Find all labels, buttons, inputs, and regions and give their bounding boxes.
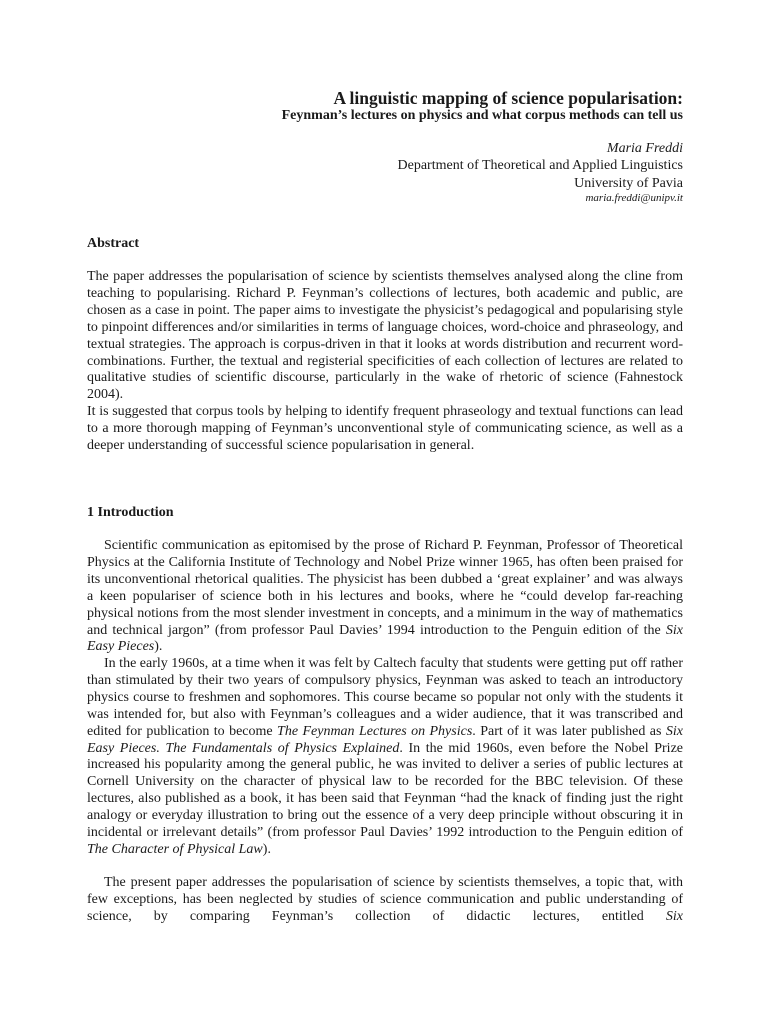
section-heading-introduction: 1 Introduction xyxy=(87,505,174,520)
text-run: The present paper addresses the popularisation of science by scientists themselves, a topic that, with few exceptions, has been neglected by studies of science communication and public understanding of science, by comparing Feynman’s collection of didactic lectures, entitled xyxy=(87,875,683,924)
author-name: Maria Freddi xyxy=(606,141,683,156)
intro-paragraph-1 xyxy=(87,538,683,656)
text-run: In the early 1960s, at a time when it was felt by Caltech faculty that students were getting put off rather than stimulated by their two years of compulsory physics, Feynman was asked to teach an introductory physics course to freshmen and sophomores. This course became so popular not only with the students it was intended for, but also with Feynman’s colleagues and a wider audience, that it was transcribed and edited for publication to become xyxy=(87,656,683,739)
book-title: The Feynman Lectures on Physics xyxy=(277,723,473,739)
intro-paragraph-3 xyxy=(87,875,683,926)
text-run: ). xyxy=(262,841,271,857)
author-email[interactable]: maria.freddi@unipv.it xyxy=(585,192,683,204)
text-run: . In the mid 1960s, even before the Nobel Prize increased his popularity among the general public, he was invited to deliver a series of public lectures at Cornell University on the character of physical law to be recorded for the BBC television. Of these lectures, also published as a book, it has been said that Feynman “had the knack of finding just the right analogy or everyday illustration to bring out the essence of a very deep principle without obscuring it in incidental or irrelevant details” (from professor Paul Davies’ 1992 introduction to the Penguin edition of xyxy=(87,740,683,841)
text-run: Scientific communication as epitomised by the prose of Richard P. Feynman, Professor of Theoretical Physics at the California Institute of Technology and Nobel Prize winner 1965, has often been praised for its unconventional rhetorical qualities. The physicist has been dubbed a ‘great explainer’ and was always a keen populariser of science both in his lectures and books, where he “could develop far-reaching physical notions from the most slender investment in concepts, and a minimum in the way of mathematics and technical jargon” (from professor Paul Davies’ 1994 introduction to the Penguin edition of the xyxy=(87,538,683,638)
abstract-paragraph-1 xyxy=(87,269,683,404)
abstract-text-1: The paper addresses the popularisation of science by scientists themselves analysed along the cline from teaching to popularising. Richard P. Feynman’s collections of lectures, both academic and public, are chosen as a case in point. The paper aims to investigate the physicist’s pedagogical and popularising style to pinpoint differences and/or similarities in terms of language choices, word-choice and phraseology, and textual strategies. The approach is corpus-driven in that it looks at words distribution and recurrent word-combinations. Further, the textual and registerial specificities of each collection of lectures are related to qualitative studies of scientific discourse, particularly in the wake of rhetoric of science (Fahnestock 2004). xyxy=(87,269,683,403)
book-title: The Character of Physical Law xyxy=(87,841,263,857)
book-title: Six Easy Pieces xyxy=(87,622,683,655)
paper-title: A linguistic mapping of science popularisation: xyxy=(333,88,683,108)
text-run: . Part of it was later published as xyxy=(472,723,666,739)
abstract-heading: Abstract xyxy=(87,236,140,251)
book-title: Six Easy Pieces. The Fundamentals of Physics Explained xyxy=(87,723,683,756)
book-title: Six xyxy=(665,908,683,924)
abstract-paragraph-2 xyxy=(87,404,683,455)
intro-paragraph-2 xyxy=(87,656,683,859)
paper-subtitle: Feynman’s lectures on physics and what corpus methods can tell us xyxy=(281,108,683,123)
author-department: Department of Theoretical and Applied Linguistics xyxy=(397,158,683,173)
text-run: ). xyxy=(154,639,163,655)
abstract-text-2: It is suggested that corpus tools by helping to identify frequent phraseology and textual functions can lead to a more thorough mapping of Feynman’s unconventional style of communicating science, as well as a deeper understanding of successful science popularisation in general. xyxy=(87,404,683,453)
author-university: University of Pavia xyxy=(574,176,683,191)
